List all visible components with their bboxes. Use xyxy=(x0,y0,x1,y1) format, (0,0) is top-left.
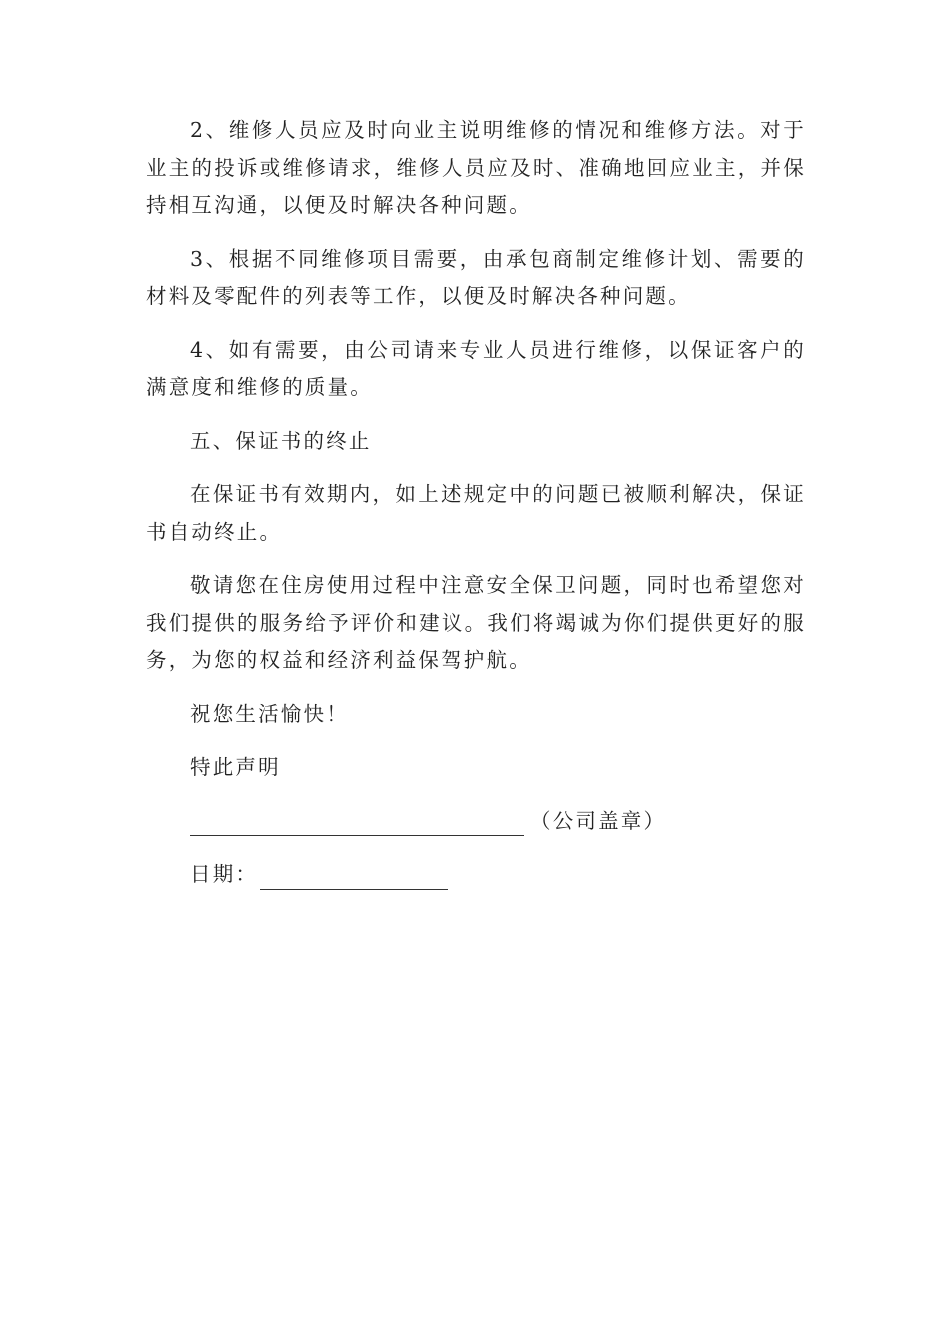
paragraph-item-2: 2、维修人员应及时向业主说明维修的情况和维修方法。对于业主的投诉或维修请求，维修人员应及时、准确地回应业主，并保持相互沟通，以便及时解决各种问题。 xyxy=(146,118,806,217)
date-line xyxy=(146,856,806,894)
date-label: 日期： xyxy=(190,862,259,886)
paragraph-item-4: 4、如有需要，由公司请来专业人员进行维修，以保证客户的满意度和维修的质量。 xyxy=(146,337,806,399)
paragraph-item-3: 3、根据不同维修项目需要，由承包商制定维修计划、需要的材料及零配件的列表等工作，以便及时解决各种问题。 xyxy=(146,246,806,308)
company-seal-line xyxy=(146,803,806,841)
seal-label: （公司盖章） xyxy=(530,808,667,833)
declaration-line: 特此声明 xyxy=(190,755,281,779)
date-blank-line xyxy=(260,863,448,890)
termination-paragraph: 在保证书有效期内，如上述规定中的问题已被顺利解决，保证书自动终止。 xyxy=(146,482,806,544)
document-body xyxy=(146,112,806,910)
section-heading-termination: 五、保证书的终止 xyxy=(190,428,372,453)
seal-blank-line xyxy=(190,809,524,836)
closing-paragraph: 敬请您在住房使用过程中注意安全保卫问题，同时也希望您对我们提供的服务给予评价和建议。我们将竭诚为你们提供更好的服务，为您的权益和经济利益保驾护航。 xyxy=(146,573,806,672)
wishes-line: 祝您生活愉快！ xyxy=(190,701,349,726)
